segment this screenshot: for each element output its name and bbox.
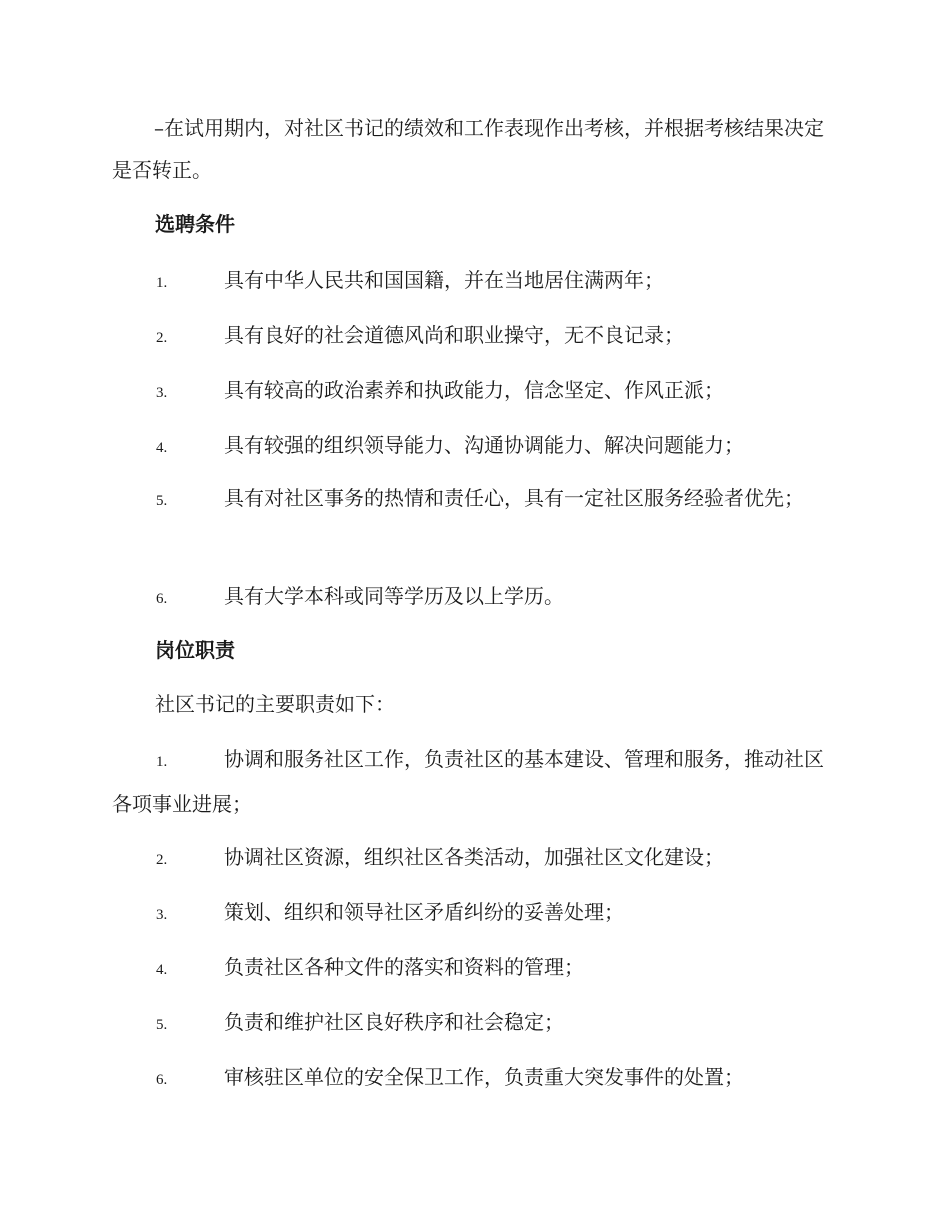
conditions-heading: 选聘条件 — [155, 212, 235, 236]
condition-item-text: 具有中华人民共和国国籍，并在当地居住满两年； — [224, 268, 664, 292]
condition-item-1 — [112, 259, 834, 304]
intro-paragraph: –在试用期内，对社区书记的绩效和工作表现作出考核，并根据考核结果决定是否转正。 — [112, 116, 824, 182]
condition-item-text: 具有对社区事务的热情和责任心，具有一定社区服务经验者优先； — [224, 486, 804, 510]
duty-item-text: 策划、组织和领导社区矛盾纠纷的妥善处理； — [224, 900, 624, 924]
duty-item-text: 协调社区资源，组织社区各类活动，加强社区文化建设； — [224, 845, 724, 869]
duty-item-5 — [112, 1001, 834, 1046]
condition-item-5 — [112, 477, 834, 522]
duty-item-number: 6. — [156, 1072, 168, 1088]
condition-item-text: 具有较高的政治素养和执政能力，信念坚定、作风正派； — [224, 378, 724, 402]
condition-item-number: 1. — [156, 275, 168, 291]
condition-item-6 — [112, 575, 834, 620]
duty-item-3 — [112, 891, 834, 936]
condition-item-text: 具有良好的社会道德风尚和职业操守，无不良记录； — [224, 323, 684, 347]
duty-item-text: 负责和维护社区良好秩序和社会稳定； — [224, 1010, 564, 1034]
condition-item-number: 4. — [156, 440, 168, 456]
duty-item-number: 1. — [156, 754, 168, 770]
condition-item-number: 5. — [156, 493, 168, 509]
duty-item-number: 3. — [156, 907, 168, 923]
condition-item-2 — [112, 314, 834, 359]
duty-item-number: 4. — [156, 962, 168, 978]
condition-item-3 — [112, 369, 834, 414]
condition-item-number: 3. — [156, 385, 168, 401]
duty-item-6 — [112, 1056, 834, 1101]
duty-item-4 — [112, 946, 834, 991]
duties-heading: 岗位职责 — [155, 638, 235, 662]
duty-item-2 — [112, 836, 834, 881]
duty-item-text: 审核驻区单位的安全保卫工作，负责重大突发事件的处置； — [224, 1065, 744, 1089]
condition-item-number: 2. — [156, 330, 168, 346]
condition-item-text: 具有较强的组织领导能力、沟通协调能力、解决问题能力； — [224, 433, 744, 457]
duty-item-text: 负责社区各种文件的落实和资料的管理； — [224, 955, 584, 979]
duties-intro: 社区书记的主要职责如下： — [155, 692, 395, 716]
duty-item-number: 5. — [156, 1017, 168, 1033]
duty-item-number: 2. — [156, 852, 168, 868]
duty-item-1 — [112, 738, 834, 825]
condition-item-4 — [112, 424, 834, 469]
duty-item-text: 协调和服务社区工作，负责社区的基本建设、管理和服务，推动社区各项事业进展； — [112, 747, 824, 816]
condition-item-number: 6. — [156, 591, 168, 607]
condition-item-text: 具有大学本科或同等学历及以上学历。 — [224, 584, 564, 608]
